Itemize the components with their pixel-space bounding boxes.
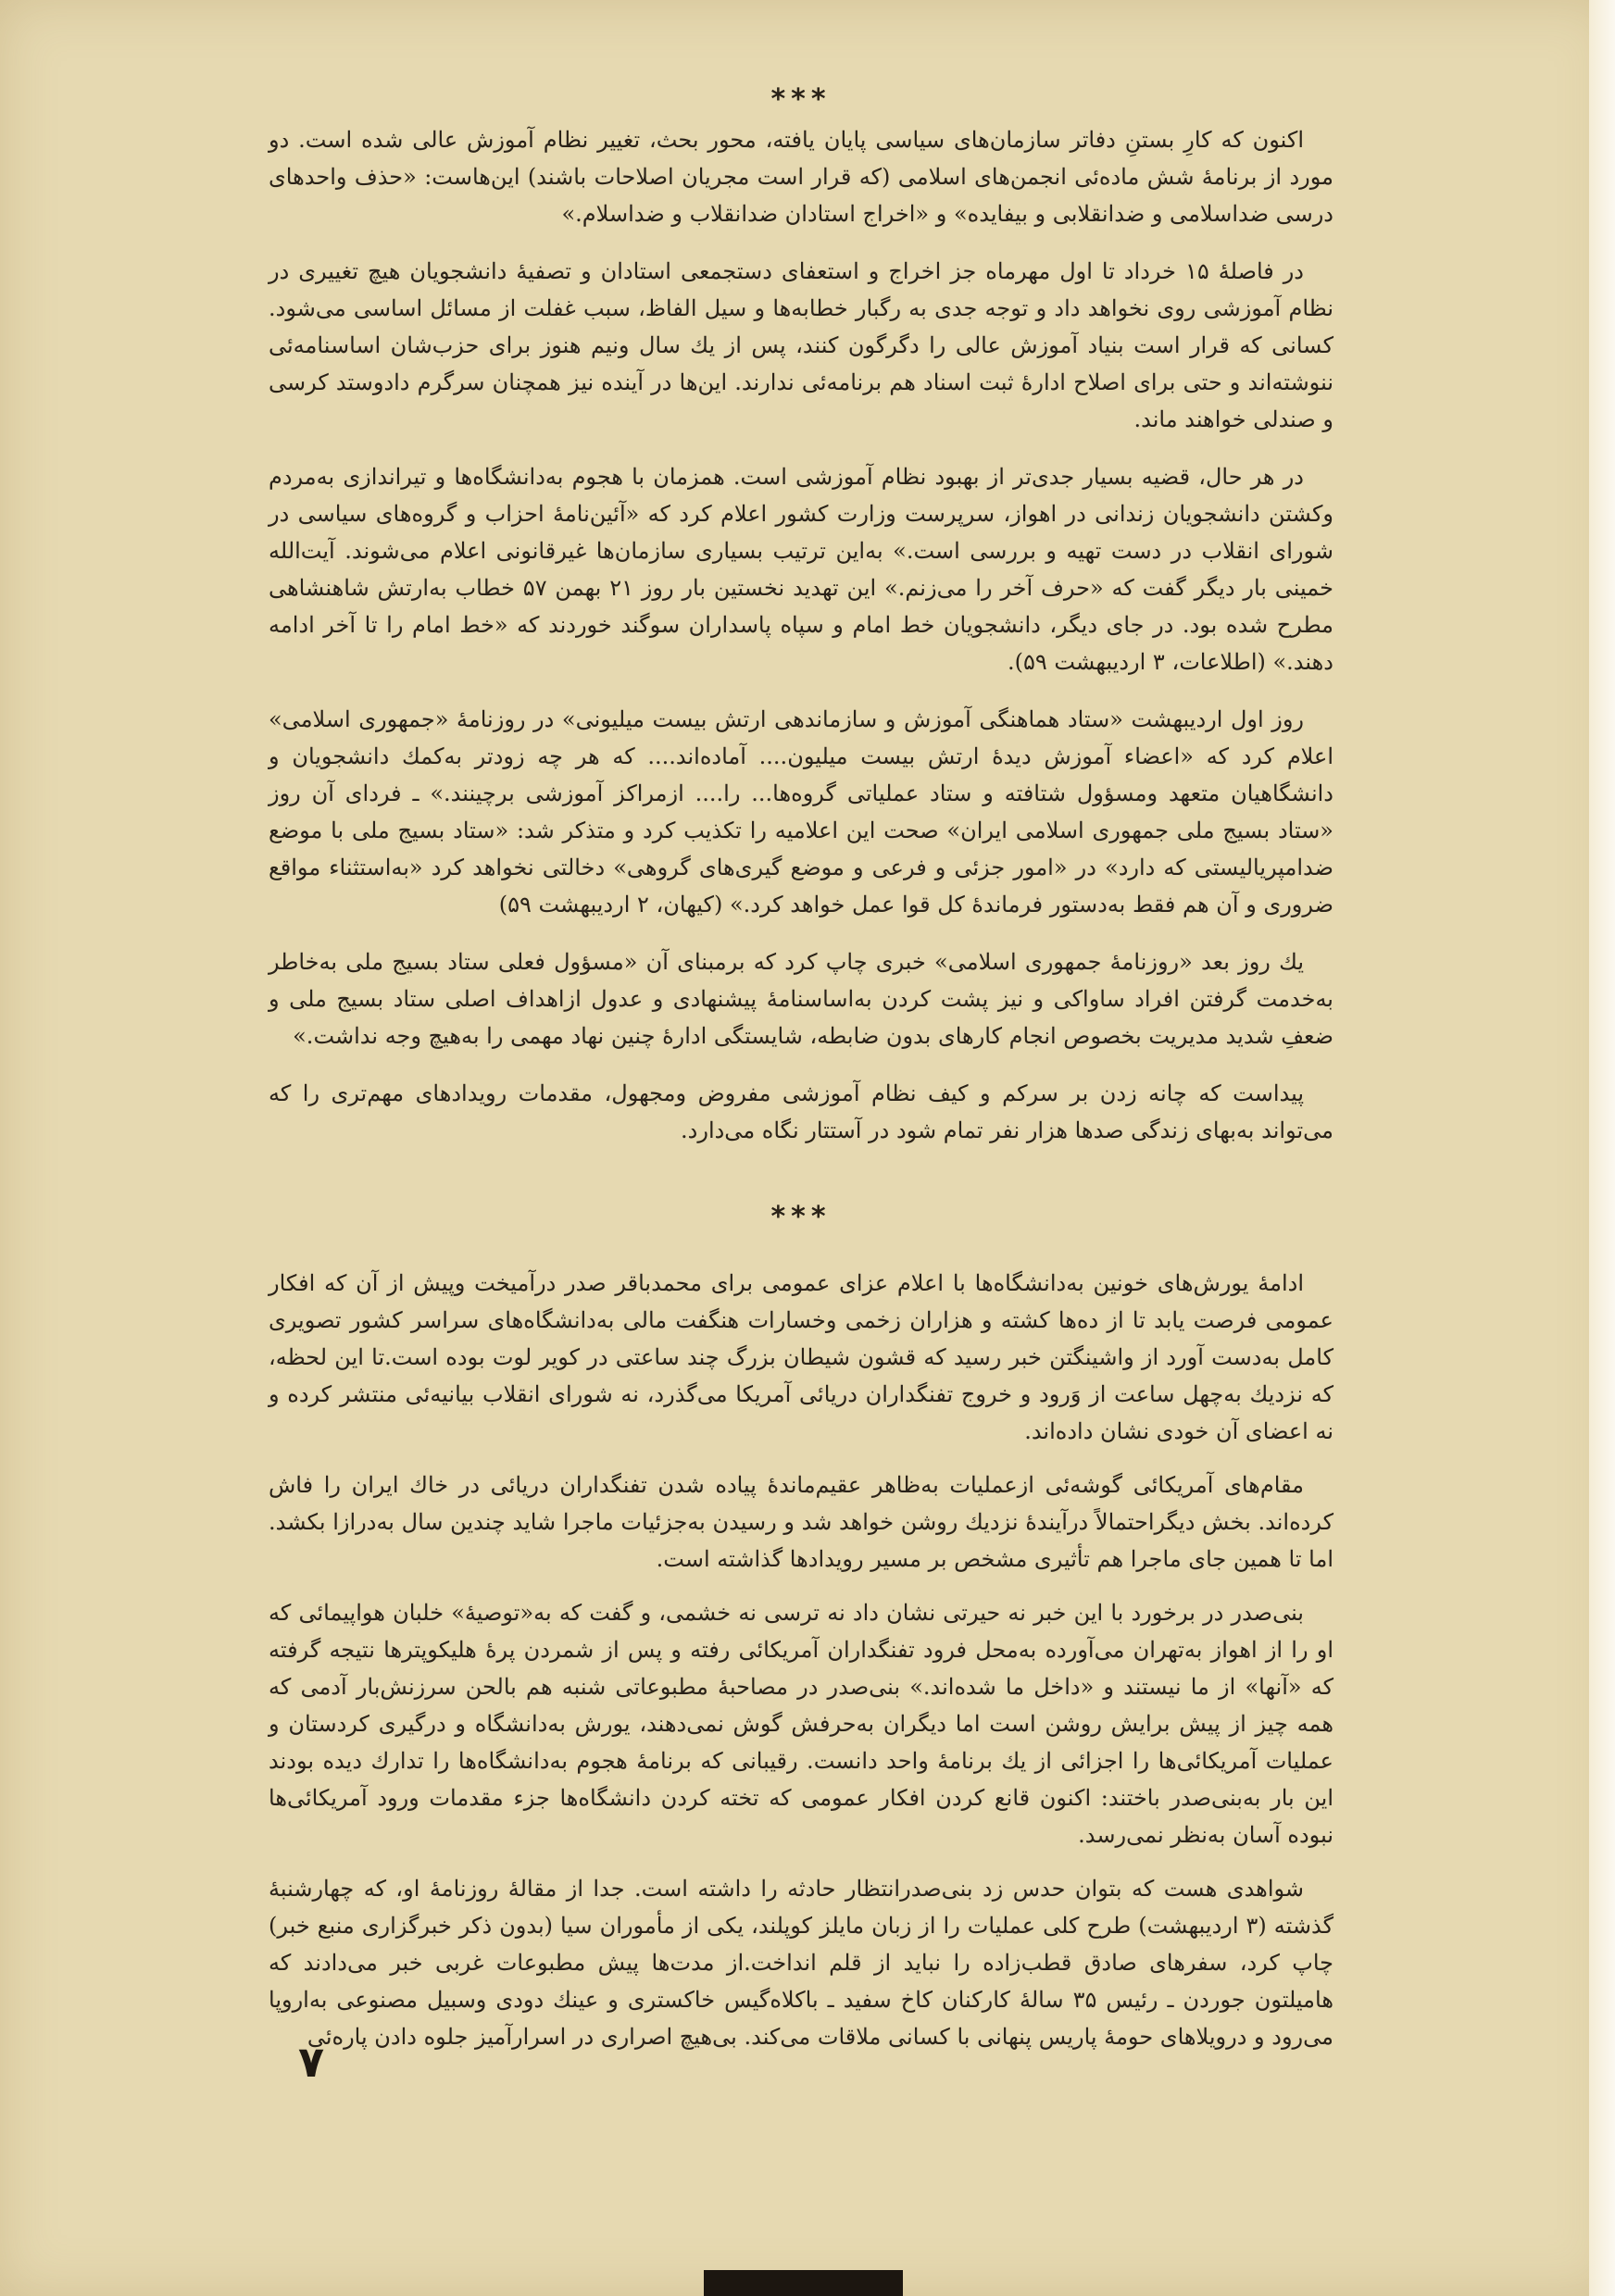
section-separator: *** (770, 1201, 832, 1233)
page-number: ۷ (298, 2037, 325, 2087)
paragraph: یك روز بعد «روزنامهٔ جمهوری اسلامی» خبری چاپ کرد که برمبنای آن «مسؤول فعلی ستاد بسیج ملی به‌خاطر به‌خدمت گرفتن افراد ساواکی و نیز پشت کردن به‌اساسنامهٔ پیشنهادی و عدول ازاهداف اصلی ستاد بسیج ملی و ضعفِ شدید مدیریت بخصوص انجام کارهای بدون ضابطه، شایستگی ادارهٔ چنین نهاد مهمی را به‌هیچ وجه نداشت.» (269, 949, 1333, 1049)
paragraph: بنی‌صدر در برخورد با این خبر نه حیرتی نشان داد نه ترسی نه خشمی، و گفت که به‌«توصیهٔ» خلبان هواپیمائی که او را از اهواز به‌تهران می‌آورده به‌محل فرود تفنگداران آمریکائی رفته و پس از شمردن پرهٔ هلیکوپترها نتیجه گرفته که «آنها» از ما نیستند و «داخل ما شده‌اند.» بنی‌صدر در مصاحبهٔ مطبوعاتی شنبه هم بالحن سرزنش‌بار آدمی که همه چیز از پیش برایش روشن است اما دیگران به‌حرفش گوش نمی‌دهند، یورش به‌دانشگاه و درگیری کردستان و عملیات آمریکائی‌ها را اجزائی از یك برنامهٔ واحد دانست. رقیبانی که برنامهٔ هجوم به‌دانشگاه‌ها را تدارك دیده بودند این بار به‌بنی‌صدر باختند: اکنون قانع کردن افکار عمومی که تخته کردن دانشگاه‌ها جزء مقدمات ورود آمریکائی‌ها نبوده آسان به‌نظر نمی‌رسد. (269, 1600, 1333, 1848)
paragraph: پیداست که چانه زدن بر سرکم و کیف نظام آموزشی مفروض ومجهول، مقدمات رویدادهای مهم‌تری را که می‌تواند به‌بهای زندگی صدها هزار نفر تمام شود در آستتار نگاه می‌دارد. (269, 1080, 1333, 1143)
paragraph: اکنون که کارِ بستنِ دفاتر سازمان‌های سیاسی پایان یافته، محور بحث، تغییر نظام آموزش عالی شده است. دو مورد از برنامهٔ شش ماده‌ئی انجمن‌های اسلامی (که قرار است مجریان اصلاحات باشند) این‌هاست: «حذف واحدهای درسی ضداسلامی و ضدانقلابی و بیفایده» و «اخراج استادان ضدانقلاب و ضداسلام.» (269, 127, 1333, 227)
paragraph: در هر حال، قضیه بسیار جدی‌تر از بهبود نظام آموزشی است. همزمان با هجوم به‌دانشگاه‌ها و تیراندازی به‌مردم وکشتن دانشجویان زندانی در اهواز، سرپرست وزارت کشور اعلام کرد که «آئین‌نامهٔ احزاب و گروه‌های سیاسی در شورای انقلاب در دست تهیه و بررسی است.» به‌این ترتیب بسیاری سازمان‌ها غیرقانونی اعلام می‌شوند. آیت‌الله خمینی بار دیگر گفت که «حرف آخر را می‌زنم.» این تهدید نخستین بار روز ۲۱ بهمن ۵۷ خطاب به‌ارتش شاهنشاهی مطرح شده بود. در جای دیگر، دانشجویان خط امام و سپاه پاسداران سوگند خوردند که «خط امام را تا آخر ادامه دهند.» (اطلاعات، ۳ اردیبهشت ۵۹). (269, 464, 1334, 675)
section-separator: *** (770, 83, 832, 116)
paragraph: ادامهٔ یورش‌های خونین به‌دانشگاه‌ها با اعلام عزای عمومی برای محمدباقر صدر درآمیخت وپیش از آن که افکار عمومی فرصت یابد تا از ده‌ها کشته و هزاران زخمی وخسارات هنگفت مالی به‌دانشگاه‌های سراسر کشور تصویری کامل به‌دست آورد از واشینگتن خبر رسید که قشون شیطان بزرگ چند ساعتی در کویر لوت بوده است.تا این لحظه، که نزدیك به‌چهل ساعت از وَرود و خروج تفنگداران دریائی آمریکا می‌گذرد، نه شورای انقلاب بیانیه‌ئی منتشر کرده و نه اعضای آن خودی نشان داده‌اند. (269, 1270, 1333, 1444)
binding-strip (704, 2270, 903, 2296)
paragraph: شواهدی هست که بتوان حدس زد بنی‌صدرانتظار حادثه را داشته است. جدا از مقالهٔ روزنامهٔ او، که چهارشنبهٔ گذشته (۳ اردیبهشت) طرح کلی عملیات را از زبان مایلز کوپلند، یکی از مأموران سیا (بدون ذکر خبرگزاری منبع خبر) چاپ کرد، سفرهای صادق قطب‌زاده را نباید از قلم انداخت.از مدت‌ها پیش مطبوعات غربی خبر می‌دادند که هامیلتون جوردن ـ رئیس ۳۵ سالهٔ کارکنان کاخ سفید ـ باکلاه‌گیس خاکستری و عینك دودی وسبیل مصنوعی به‌اروپا می‌رود و درویلاهای حومهٔ پاریس پنهانی با کسانی ملاقات می‌کند. بی‌هیچ اصراری در اسرارآمیز جلوه دادن پاره‌ئی (269, 1876, 1333, 2050)
scanner-margin (1589, 0, 1615, 2296)
paragraph: مقام‌های آمریکائی گوشه‌ئی ازعملیات به‌ظاهر عقیم‌ماندهٔ پیاده شدن تفنگداران دریائی در خاك ایران را فاش کرده‌اند. بخش دیگراحتمالاً درآیندهٔ نزدیك روشن خواهد شد و رسیدن به‌جزئیات ماجرا شاید چندین سال به‌درازا بکشد. اما تا همین جای ماجرا هم تأثیری مشخص بر مسیر رویدادها گذاشته است. (269, 1472, 1333, 1572)
paragraph: در فاصلهٔ ۱۵ خرداد تا اول مهرماه جز اخراج و استعفای دستجمعی استادان و تصفیهٔ دانشجویان هیچ تغییری در نظام آموزشی روی نخواهد داد و توجه جدی به رگبار خطابه‌ها و سیل الفاظ، سبب غفلت از مسائل اساسی می‌شود. کسانی که قرار است بنیاد آموزش عالی را دگرگون کنند، پس از یك سال ونیم هنوز برای حزب‌شان اساسنامه‌ئی ننوشته‌اند و حتی برای اصلاح ادارهٔ ثبت اسناد هم برنامه‌ئی ندارند. این‌ها در آینده نیز همچنان سرگرم دادوستد کرسی و صندلی خواهند ماند. (269, 258, 1334, 432)
paragraph: روز اول اردیبهشت «ستاد هماهنگی آموزش و سازماندهی ارتش بیست میلیونی» در روزنامهٔ «جمهوری اسلامی» اعلام کرد که «اعضاء آموزش دیدهٔ ارتش بیست میلیون.... آماده‌اند.... که هر چه زودتر به‌کمك دانشجویان و دانشگاهیان متعهد ومسؤول شتافته و ستاد عملیاتی گروه‌ها... را.... ازمراکز آموزشی برچینند.» ـ فردای آن روز «ستاد بسیج ملی جمهوری اسلامی ایران» صحت این اعلامیه را تکذیب کرد و متذکر شد: «ستاد بسیج ملی با موضع ضدامپریالیستی که دارد» در «امور جزئی و فرعی و موضع گیری‌های گروهی» دخالتی نخواهد کرد «به‌استثناء مواقع ضروری و آن هم فقط به‌دستور فرماندهٔ کل قوا عمل خواهد کرد.» (کیهان، ۲ اردیبهشت ۵۹) (269, 706, 1333, 917)
article-body (269, 83, 1333, 2072)
article-section-1 (269, 121, 1333, 1149)
article-section-2 (269, 1265, 1333, 2055)
